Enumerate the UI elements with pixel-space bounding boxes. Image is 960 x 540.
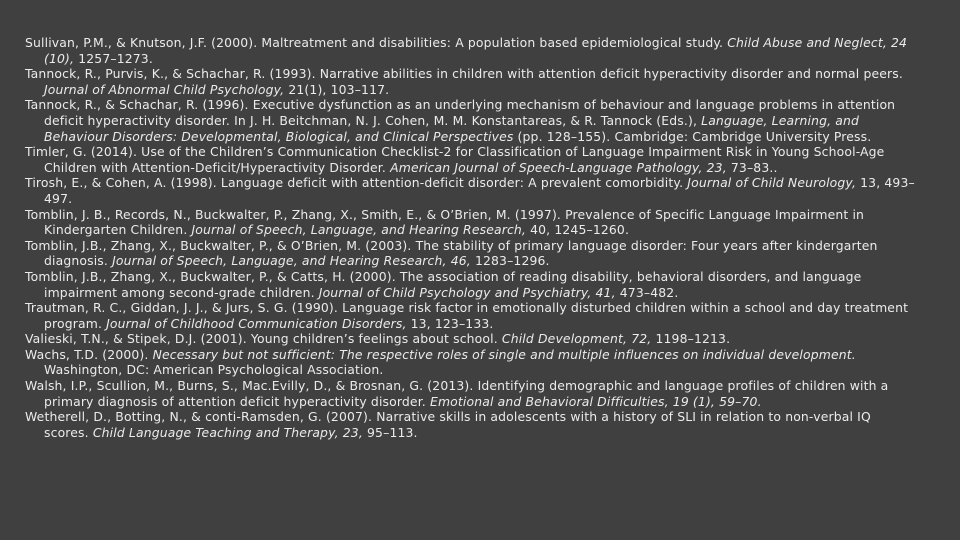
reference-text: Walsh, I.P., Scullion, M., Burns, S., Mac.Evilly, D., & Brosnan, G. (2013). Identifying demographic and language profiles of children with a primary diagnosis of attention deficit hyperactivity disorder. xyxy=(25,378,889,409)
reference-details: Washington, DC: American Psychological Association. xyxy=(44,362,384,378)
reference-text: Tannock, R., & Schachar, R. (1996). Executive dysfunction as an underlying mechanism of behaviour and language problems in attention deficit hyperactivity disorder. In J. H. Beitchman, N. J. Cohen, M. M. Konstantareas, & R. Tannock (Eds.), xyxy=(25,97,896,128)
reference-text: Tomblin, J.B., Zhang, X., Buckwalter, P., & Catts, H. (2000). The association of reading disability, behavioral disorders, and language impairment among second-grade children. xyxy=(25,268,862,300)
reference-source: Child Development, 72, xyxy=(501,331,652,347)
reference-source: Necessary but not sufficient: The respective roles of single and multiple influences on individual development. xyxy=(152,346,856,362)
reference-entry xyxy=(25,144,915,175)
reference-source: Journal of Child Psychology and Psychiatry, 41, xyxy=(318,284,616,300)
reference-source: Emotional and Behavioral Difficulties, 19 (1), 59–70. xyxy=(429,393,762,409)
reference-details: 21(1), 103–117. xyxy=(284,81,390,97)
reference-entry xyxy=(25,238,915,269)
reference-entry xyxy=(25,175,915,206)
reference-entry xyxy=(25,300,915,331)
reference-entry xyxy=(25,269,915,300)
reference-details: 1257–1273. xyxy=(74,50,153,66)
reference-entry xyxy=(25,66,915,97)
reference-text: Tomblin, J. B., Records, N., Buckwalter, P., Zhang, X., Smith, E., & O’Brien, M. (1997). Prevalence of Specific Language Impairment in Kindergarten Children. xyxy=(25,206,865,238)
reference-details: 95–113. xyxy=(362,424,418,440)
reference-source: Journal of Child Neurology, xyxy=(687,175,857,191)
reference-details: 13, 493–497. xyxy=(44,175,915,206)
reference-entry xyxy=(25,35,915,66)
reference-text: Valieski, T.N., & Stipek, D.J. (2001). Young children’s feelings about school. xyxy=(25,331,502,347)
reference-details: 473–482. xyxy=(615,284,679,300)
reference-details: 73–83.. xyxy=(726,159,778,175)
reference-text: Trautman, R. C., Giddan, J. J., & Jurs, S. G. (1990). Language risk factor in emotionally disturbed children within a school and day treatment program. xyxy=(25,300,909,331)
reference-entry xyxy=(25,347,915,378)
reference-text: Sullivan, P.M., & Knutson, J.F. (2000). Maltreatment and disabilities: A population based epidemiological study. xyxy=(25,35,728,50)
reference-entry xyxy=(25,331,915,347)
reference-source: Journal of Childhood Communication Disorders, xyxy=(106,315,407,331)
reference-text: Tannock, R., Purvis, K., & Schachar, R. (1993). Narrative abilities in children with attention deficit hyperactivity disorder and normal peers. xyxy=(25,66,903,82)
reference-details: 1283–1296. xyxy=(470,253,550,269)
reference-text: Wachs, T.D. (2000). xyxy=(25,346,153,362)
reference-text: Tomblin, J.B., Zhang, X., Buckwalter, P., & O’Brien, M. (2003). The stability of primary language disorder: Four years after kindergarten diagnosis. xyxy=(25,237,878,269)
reference-entry xyxy=(25,409,915,440)
reference-details: 40, 1245–1260. xyxy=(526,222,630,238)
reference-text: Wetherell, D., Botting, N., & conti-Ramsden, G. (2007). Narrative skills in adolescents with a history of SLI in relation to non-verbal IQ scores. xyxy=(25,409,871,440)
reference-source: Language, Learning, and Behaviour Disorders: Developmental, Biological, and Clinical Perspectives xyxy=(44,112,860,144)
reference-source: Child Language Teaching and Therapy, 23, xyxy=(92,424,363,440)
reference-details: 13, 123–133. xyxy=(406,315,494,331)
reference-text: Tirosh, E., & Cohen, A. (1998). Language deficit with attention-deficit disorder: A prevalent comorbidity. xyxy=(25,175,688,191)
reference-entry xyxy=(25,207,915,238)
reference-source: American Journal of Speech-Language Pathology, 23, xyxy=(390,159,727,175)
reference-source: Journal of Speech, Language, and Hearing Research, 46, xyxy=(112,253,471,269)
reference-details: 1198–1213. xyxy=(651,331,731,347)
reference-source: Journal of Abnormal Child Psychology, xyxy=(44,81,285,97)
reference-source: Child Abuse and Neglect, 24 (10), xyxy=(44,35,908,66)
reference-source: Journal of Speech, Language, and Hearing Research, xyxy=(191,222,527,238)
reference-entry xyxy=(25,378,915,409)
reference-entry xyxy=(25,97,915,144)
reference-list xyxy=(25,35,915,440)
reference-details: (pp. 128–155). Cambridge: Cambridge University Press. xyxy=(513,128,872,144)
reference-text: Timler, G. (2014). Use of the Children’s Communication Checklist-2 for Classification of Language Impairment Risk in Young School-Age Children with Attention-Deficit/Hyperactivity Disorder. xyxy=(25,144,885,175)
